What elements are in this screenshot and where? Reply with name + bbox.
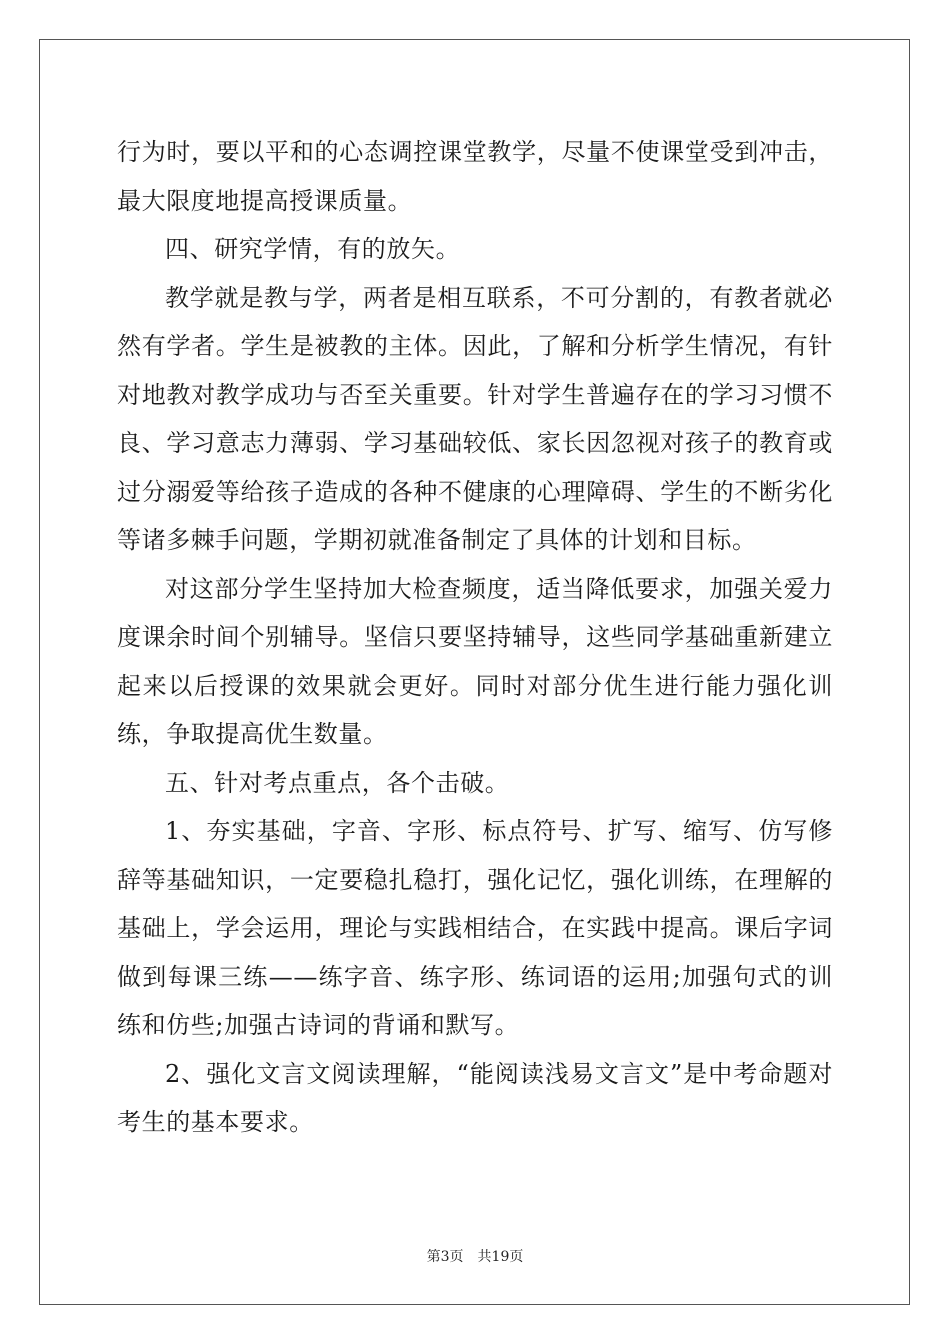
paragraph-continuation: 行为时，要以平和的心态调控课堂教学，尽量不使课堂受到冲击，最大限度地提高授课质量。 [117,138,833,215]
section-heading-four: 四、研究学情，有的放矢。 [165,235,461,263]
paragraph-item-one: 1、夯实基础，字音、字形、标点符号、扩写、缩写、仿写修辞等基础知识，一定要稳扎稳打，强化记忆，强化训练，在理解的基础上，学会运用，理论与实践相结合，在实践中提高。课后字词做到每课三练——练字音、练字形、练词语的运用;加强句式的训练和仿些;加强古诗词的背诵和默写。 [117,817,833,1039]
page-number-footer: 第3页 共19页 [426,1249,524,1265]
document-body [117,128,833,1147]
section-heading-five: 五、针对考点重点，各个击破。 [165,768,510,797]
paragraph-item-two: 2、强化文言文阅读理解，“能阅读浅易文言文”是中考命题对考生的基本要求。 [117,1059,833,1136]
paragraph-teaching-learning: 教学就是教与学，两者是相互联系，不可分割的，有教者就必然有学者。学生是被教的主体。因此，了解和分析学生情况，有针对地教对教学成功与否至关重要。针对学生普遍存在的学习习惯不良、学习意志力薄弱、学习基础较低、家长因忽视对孩子的教育或过分溺爱等给孩子造成的各种不健康的心理障碍、学生的不断劣化等诸多棘手问题，学期初就准备制定了具体的计划和目标。 [117,283,833,554]
paragraph-student-support: 对这部分学生坚持加大检查频度，适当降低要求，加强关爱力度课余时间个别辅导。坚信只要坚持辅导，这些同学基础重新建立起来以后授课的效果就会更好。同时对部分优生进行能力强化训练，争取提高优生数量。 [117,574,833,748]
